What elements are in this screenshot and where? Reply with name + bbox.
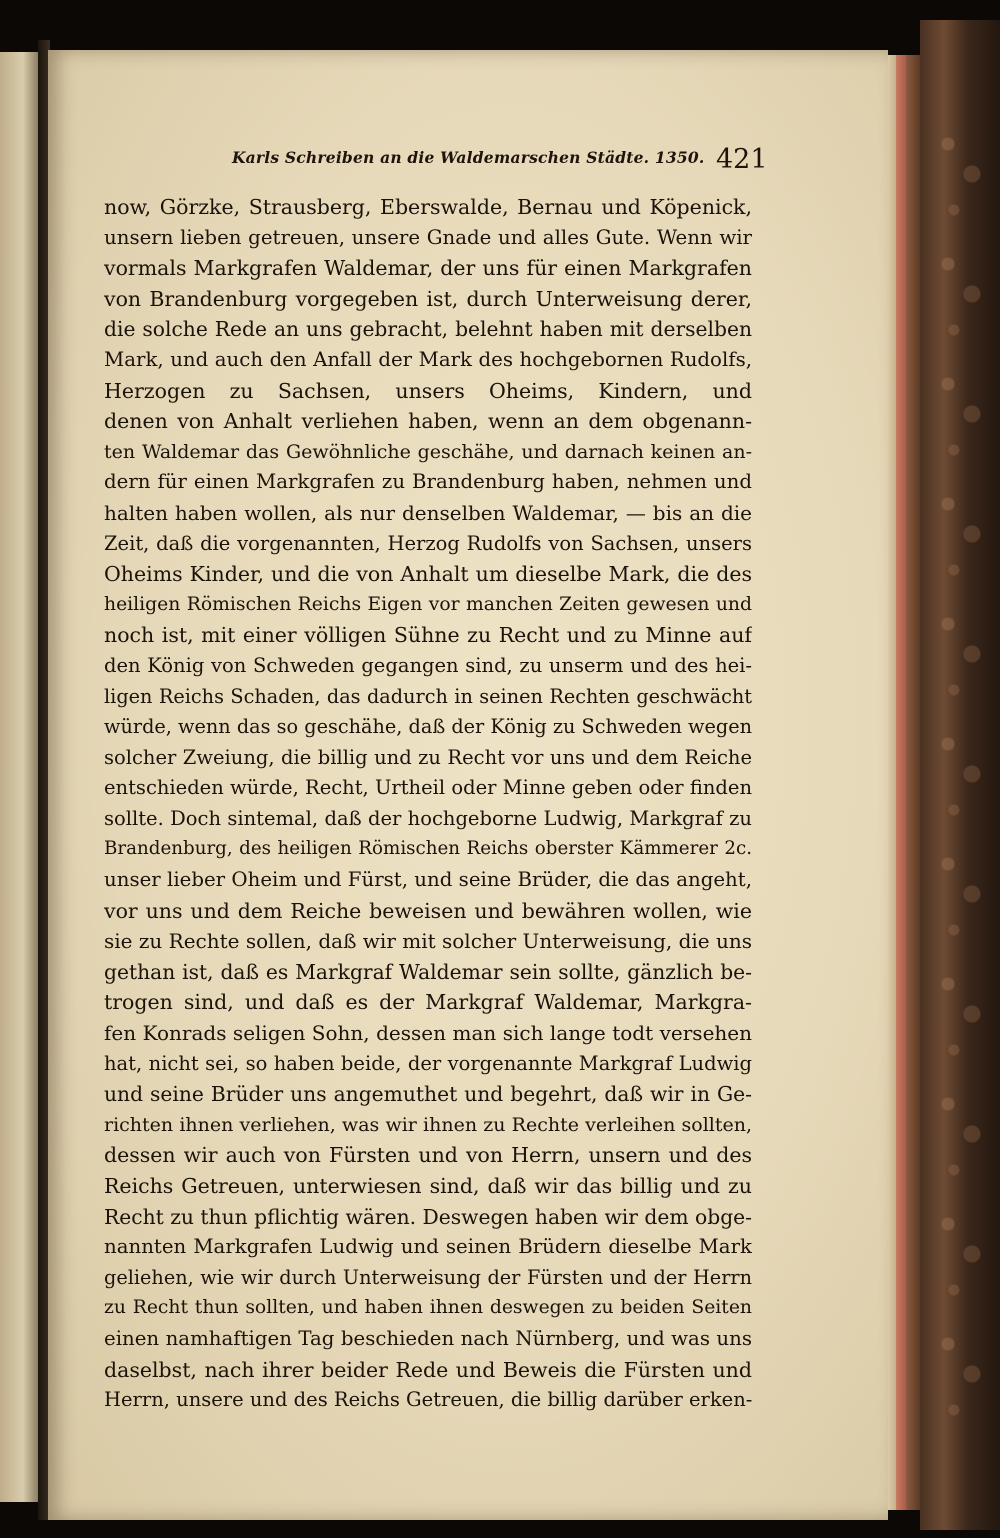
cover-marbling [930,120,990,1420]
text-line: ten Waldemar das Gewöhnliche geschähe, und darnach keinen an- [104,440,752,463]
text-line: Oheims Kinder, und die von Anhalt um dieselbe Mark, die des [104,562,752,587]
text-line: unsern lieben getreuen, unsere Gnade und alles Gute. Wenn wir [104,225,752,249]
text-line: würde, wenn das so geschähe, daß der König zu Schweden wegen [104,715,752,739]
text-line: Reichs Getreuen, unterwiesen sind, daß wir das billig und zu [104,1174,752,1198]
text-line: vor uns und dem Reiche beweisen und bewähren wollen, wie [104,898,752,923]
text-line: halten haben wollen, als nur denselben Waldemar, — bis an die [104,500,752,525]
page-edge [888,55,896,1510]
text-line: nannten Markgrafen Ludwig und seinen Brüdern dieselbe Mark [104,1235,752,1259]
text-line: Recht zu thun pflichtig wären. Deswegen haben wir dem obge- [104,1204,752,1229]
text-line: Zeit, daß die vorgenannten, Herzog Rudolfs von Sachsen, unsers [104,531,752,555]
text-line: gethan ist, daß es Markgraf Waldemar sein sollte, gänzlich be- [104,959,752,984]
text-line: einen namhaftigen Tag beschieden nach Nürnberg, und was uns [104,1326,752,1350]
text-line: von Brandenburg vorgegeben ist, durch Unterweisung derer, [104,286,752,311]
running-head: Karls Schreiben an die Waldemarschen Städte. 1350. [232,148,705,167]
page-edge-red [896,55,906,1510]
text-line: sollte. Doch sintemal, daß der hochgeborne Ludwig, Markgraf zu [104,806,752,830]
text-line: entschieden würde, Recht, Urtheil oder Minne geben oder finden [104,776,752,800]
text-line: Herzogen zu Sachsen, unsers Oheims, Kindern, und [104,378,752,403]
text-line: richten ihnen verliehen, was wir ihnen zu Rechte verleihen sollten, [104,1113,752,1136]
text-line: fen Konrads seligen Sohn, dessen man sich lange todt versehen [104,1021,752,1046]
text-line: Herrn, unsere und des Reichs Getreuen, die billig darüber erken- [104,1388,752,1412]
text-line: solcher Zweiung, die billig und zu Recht vor uns und dem Reiche [104,745,752,769]
text-line: den König von Schweden gegangen sind, zu unserm und des hei- [104,653,752,677]
left-page-edge [0,52,38,1502]
text-line: und seine Brüder uns angemuthet und begehrt, daß wir in Ge- [104,1082,752,1107]
text-line: ligen Reichs Schaden, das dadurch in seinen Rechten geschwächt [104,684,752,708]
text-line: denen von Anhalt verliehen haben, wenn an dem obgenann- [104,409,752,434]
text-line: dessen wir auch von Fürsten und von Herrn, unsern und des [104,1143,752,1168]
text-line: daselbst, nach ihrer beider Rede und Beweis die Fürsten und [104,1357,752,1382]
text-line: hat, nicht sei, so haben beide, der vorgenannte Markgraf Ludwig [104,1051,752,1075]
text-line: die solche Rede an uns gebracht, belehnt haben mit derselben [104,317,752,342]
page-number: 421 [716,144,768,175]
text-line: Mark, und auch den Anfall der Mark des hochgebornen Rudolfs, [104,347,752,371]
page-edge-dark [906,55,920,1510]
text-line: now, Görzke, Strausberg, Eberswalde, Bernau und Köpenick, [104,195,752,219]
text-line: dern für einen Markgrafen zu Brandenburg haben, nehmen und [104,470,752,494]
text-line: Brandenburg, des heiligen Römischen Reichs oberster Kämmerer 2c. [104,838,752,860]
text-line: geliehen, wie wir durch Unterweisung der Fürsten und der Herrn [104,1265,752,1289]
text-line: heiligen Römischen Reichs Eigen vor manchen Zeiten gewesen und [104,593,752,615]
text-line: sie zu Rechte sollen, daß wir mit solcher Unterweisung, die uns [104,929,752,954]
text-line: noch ist, mit einer völligen Sühne zu Recht und zu Minne auf [104,623,752,648]
body-text [104,192,752,1416]
text-line: zu Recht thun sollten, und haben ihnen deswegen zu beiden Seiten [104,1297,752,1319]
text-line: trogen sind, und daß es der Markgraf Waldemar, Markgra- [104,990,752,1015]
text-line: unser lieber Oheim und Fürst, und seine Brüder, die das angeht, [104,868,752,892]
text-line: vormals Markgrafen Waldemar, der uns für einen Markgrafen [104,256,752,281]
